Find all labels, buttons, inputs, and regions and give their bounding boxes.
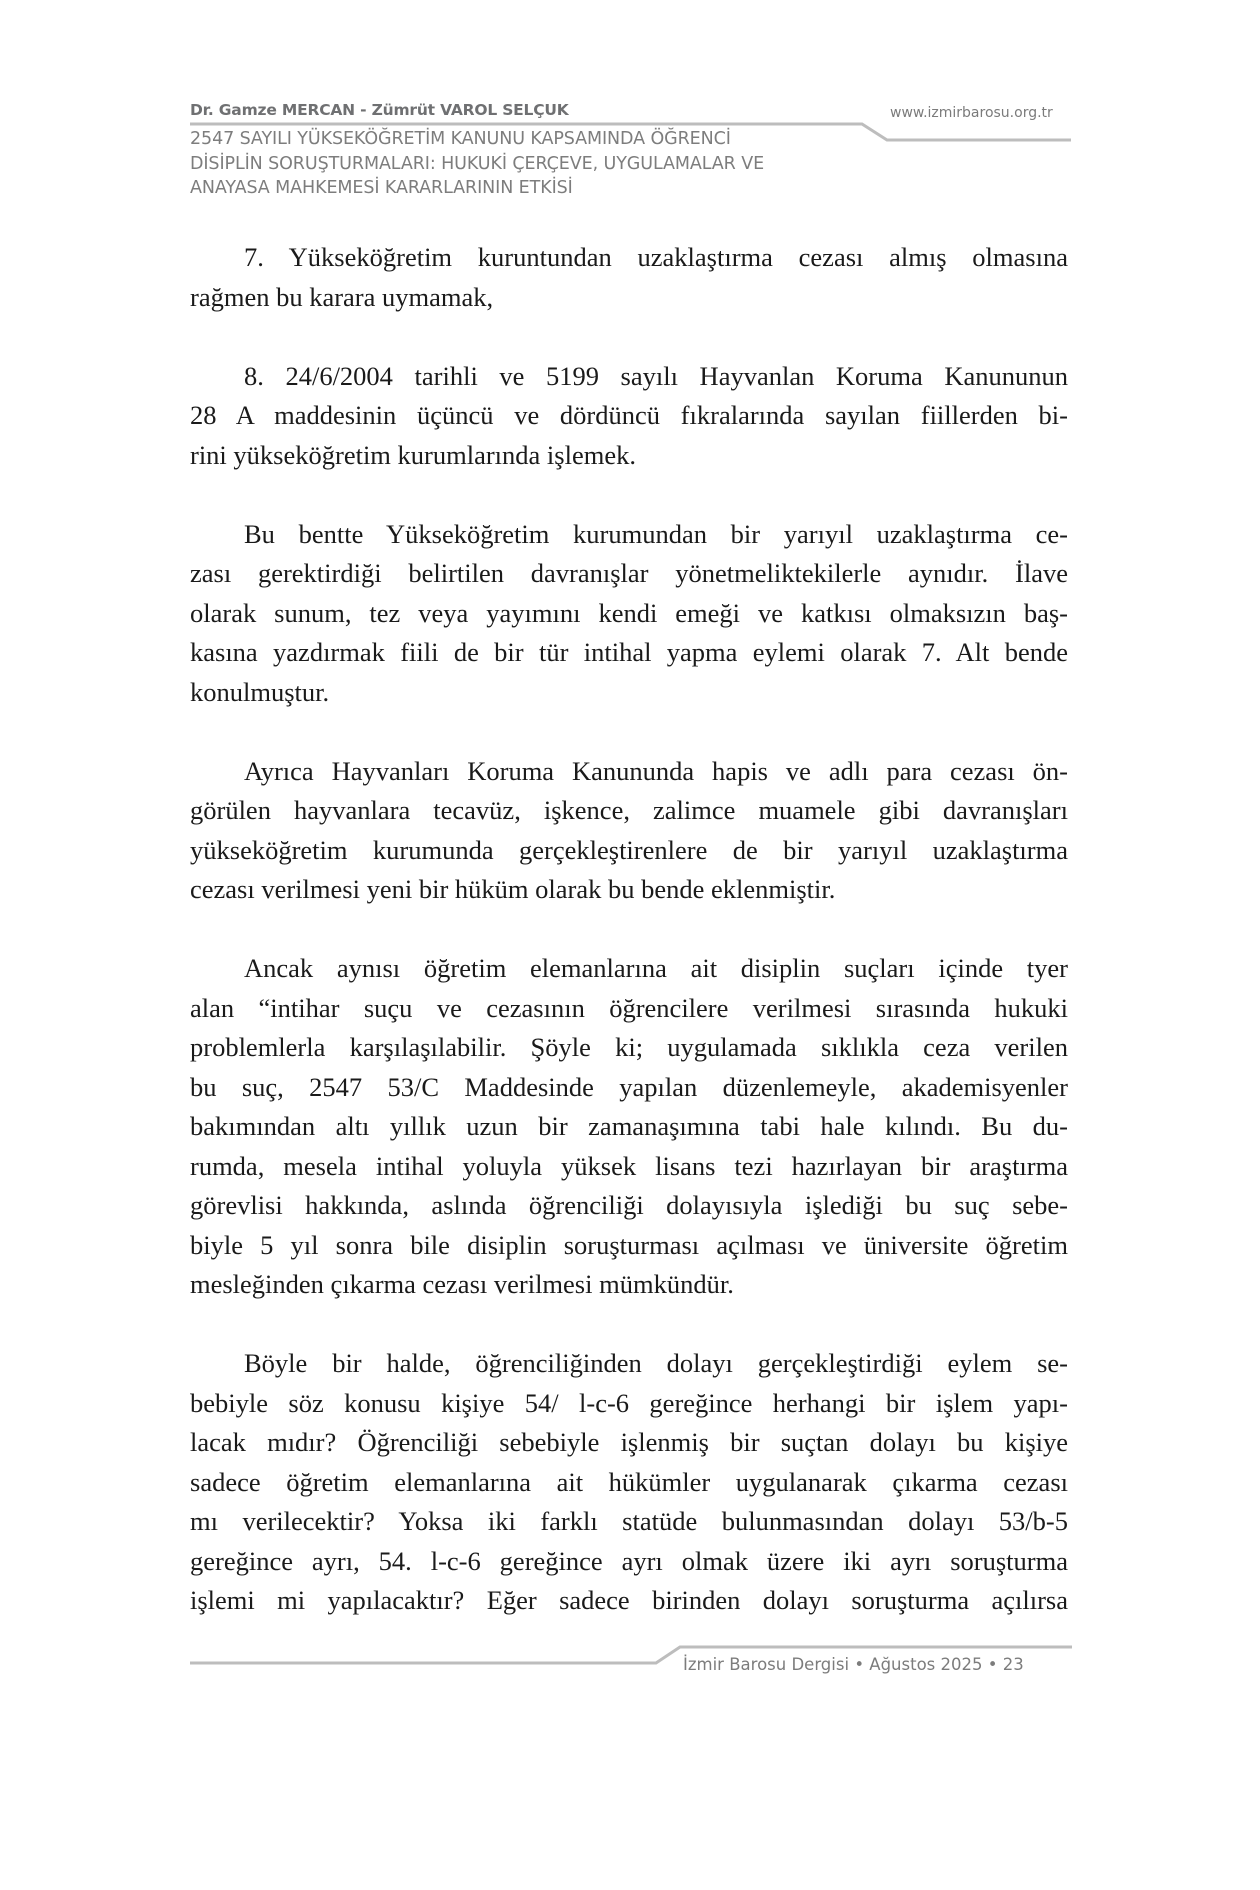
footer-separator: • <box>854 1655 865 1674</box>
paragraph-ancak <box>190 949 1068 1305</box>
text-line: konulmuştur. <box>190 676 330 707</box>
text-line: olarak sunum, tez veya yayımını kendi emeği ve katkısı olmaksızın baş- <box>190 597 1068 628</box>
header-website: www.izmirbarosu.org.tr <box>890 105 1053 121</box>
text-line: 8. 24/6/2004 tarihli ve 5199 sayılı Hayvanlan Koruma Kanununun <box>244 360 1068 391</box>
footer-issue: Ağustos 2025 <box>869 1655 983 1674</box>
body-text <box>190 238 1068 1621</box>
text-line: rini yükseköğretim kurumlarında işlemek. <box>190 439 636 470</box>
footer-journal: İzmir Barosu Dergisi <box>683 1655 850 1674</box>
text-line: biyle 5 yıl sonra bile disiplin soruşturması açılması ve üniversite öğretim <box>190 1229 1068 1260</box>
paragraph-item-7 <box>190 238 1068 317</box>
text-line: 7. Yükseköğretim kuruntundan uzaklaştırma cezası almış olmasına <box>244 242 1068 272</box>
text-line: yükseköğretim kurumunda gerçekleştirenlere de bir yarıyıl uzaklaştırma <box>190 834 1068 865</box>
paragraph-boyle <box>190 1344 1068 1621</box>
text-line: görülen hayvanlara tecavüz, işkence, zalimce muamele gibi davranışları <box>190 795 1068 825</box>
text-line: işlemi mi yapılacaktır? Eğer sadece birinden dolayı soruşturma açılırsa <box>190 1585 1068 1615</box>
text-line: 28 A maddesinin üçüncü ve dördüncü fıkralarında sayılan fiillerden bi- <box>190 400 1068 430</box>
footer-page-number: 23 <box>1002 1655 1024 1674</box>
text-line: Bu bentte Yükseköğretim kurumundan bir yarıyıl uzaklaştırma ce- <box>244 518 1068 549</box>
text-line: Böyle bir halde, öğrenciliğinden dolayı gerçekleştirdiği eylem se- <box>244 1348 1068 1378</box>
text-line: görevlisi hakkında, aslında öğrenciliği dolayısıyla işlediği bu suç sebe- <box>190 1190 1068 1220</box>
text-line: kasına yazdırmak fiili de bir tür intihal yapma eylemi olarak 7. Alt bende <box>190 637 1068 667</box>
text-line: lacak mıdır? Öğrenciliği sebebiyle işlenmiş bir suçtan dolayı bu kişiye <box>190 1427 1068 1457</box>
header-title-line: DİSİPLİN SORUŞTURMALARI: HUKUKİ ÇERÇEVE, UYGULAMALAR VE <box>190 153 765 174</box>
header-title-line: ANAYASA MAHKEMESİ KARARLARININ ETKİSİ <box>190 178 573 198</box>
paragraph-bentte <box>190 515 1068 713</box>
text-line: gereğince ayrı, 54. l-c-6 gereğince ayrı olmak üzere iki ayrı soruşturma <box>190 1545 1068 1576</box>
text-line: problemlerla karşılaşılabilir. Şöyle ki; uygulamada sıklıkla ceza verilen <box>190 1032 1068 1062</box>
text-line: bakımından altı yıllık uzun bir zamanaşımına tabi hale kılındı. Bu du- <box>190 1111 1068 1141</box>
text-line: rumda, mesela intihal yoluyla yüksek lisans tezi hazırlayan bir araştırma <box>190 1150 1068 1181</box>
header-authors: Dr. Gamze MERCAN - Zümrüt VAROL SELÇUK <box>190 101 569 119</box>
footer-citation <box>683 1655 1024 1674</box>
header-article-title <box>190 127 890 201</box>
text-line: rağmen bu karara uymamak, <box>190 281 494 312</box>
text-line: cezası verilmesi yeni bir hüküm olarak bu bende eklenmiştir. <box>190 874 836 904</box>
text-line: mesleğinden çıkarma cezası verilmesi mümkündür. <box>190 1269 734 1299</box>
text-line: Ancak aynısı öğretim elemanlarına ait disiplin suçları içinde tyer <box>244 953 1068 983</box>
text-line: mı verilecektir? Yoksa iki farklı statüde bulunmasından dolayı 53/b-5 <box>190 1506 1068 1536</box>
paragraph-item-8 <box>190 357 1068 476</box>
footer-separator: • <box>987 1655 998 1674</box>
text-line: sadece öğretim elemanlarına ait hükümler uygulanarak çıkarma cezası <box>190 1466 1068 1497</box>
header-title-line: 2547 SAYILI YÜKSEKÖĞRETİM KANUNU KAPSAMINDA ÖĞRENCİ <box>190 129 731 149</box>
text-line: bebiyle söz konusu kişiye 54/ l-c-6 gereğince herhangi bir işlem yapı- <box>190 1387 1068 1418</box>
paragraph-hayvanlari <box>190 752 1068 910</box>
text-line: zası gerektirdiği belirtilen davranışlar yönetmeliktekilerle aynıdır. İlave <box>190 558 1068 588</box>
text-line: alan “intihar suçu ve cezasının öğrencilere verilmesi sırasında hukuki <box>190 992 1068 1023</box>
text-line: Ayrıca Hayvanları Koruma Kanununda hapis ve adlı para cezası ön- <box>244 755 1068 786</box>
text-line: bu suç, 2547 53/C Maddesinde yapılan düzenlemeyle, akademisyenler <box>190 1071 1068 1102</box>
